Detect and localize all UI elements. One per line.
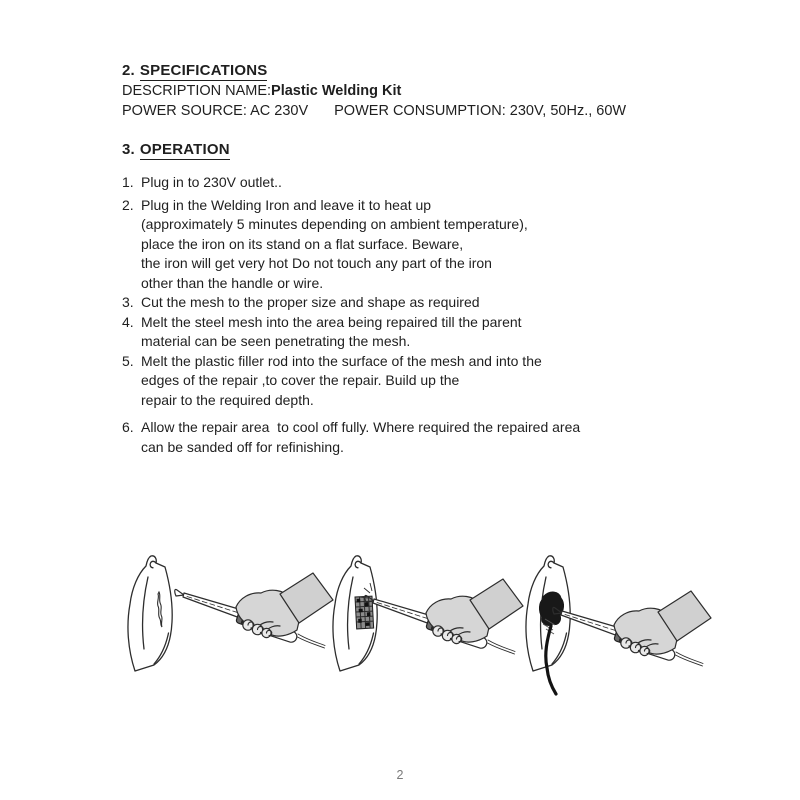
step-text: repair to the required depth.: [141, 391, 314, 408]
step-5: [122, 352, 722, 411]
operation-heading: [122, 141, 230, 158]
mesh-panel-illustration: [325, 552, 545, 697]
heading-number: 2.: [122, 62, 135, 79]
heading-text: SPECIFICATIONS: [139, 62, 268, 79]
step-text: Allow the repair area to cool off fully. Where required the repaired area: [141, 419, 581, 435]
specifications-section: [122, 62, 626, 119]
step-number: 6.: [122, 419, 134, 435]
description-line: [122, 83, 626, 99]
step-number: 3.: [122, 294, 134, 310]
panel-outline: [128, 556, 172, 671]
operation-steps: [122, 173, 722, 457]
step-text: (approximately 5 minutes depending on ambient temperature),: [141, 216, 528, 232]
step-4: [122, 313, 722, 352]
power-consumption: POWER CONSUMPTION: 230V, 50Hz., 60W: [334, 103, 627, 119]
step-1: [122, 173, 722, 193]
step-text: can be sanded off for refinishing.: [141, 438, 344, 455]
step-text: Melt the plastic filler rod into the surface of the mesh and into the: [141, 352, 542, 369]
welding-iron-and-hand: [175, 573, 333, 648]
heading-text: OPERATION: [139, 141, 230, 158]
figure-crack-panel: [120, 552, 335, 692]
step-number: 1.: [122, 174, 134, 190]
operation-heading-section: [122, 141, 230, 158]
step-text: the iron will get very hot Do not touch any part of the iron: [141, 255, 492, 271]
figure-mesh-panel: [325, 552, 545, 697]
step-2: [122, 196, 722, 294]
step-text: Plug in the Welding Iron and leave it to heat up: [141, 196, 432, 213]
step-text: material can be seen penetrating the mesh.: [141, 333, 411, 349]
crack-panel-illustration: [120, 552, 335, 692]
specifications-heading: [122, 62, 626, 79]
power-line: [122, 103, 626, 119]
step-6: [122, 418, 722, 457]
page-number: 2: [396, 768, 404, 782]
welding-iron-and-hand: [553, 591, 711, 666]
step-text: edges of the repair ,to cover the repair. Build up the: [141, 372, 460, 388]
step-number: 4.: [122, 313, 134, 330]
filler-panel-illustration: [518, 552, 718, 702]
step-text: place the iron on its stand on a flat surface. Beware,: [141, 235, 464, 252]
step-text: Melt the steel mesh into the area being repaired till the parent: [141, 313, 522, 330]
figure-filler-panel: [518, 552, 718, 702]
power-source: POWER SOURCE: AC 230V: [122, 103, 309, 119]
description-label: DESCRIPTION NAME:: [122, 83, 272, 99]
step-number: 2.: [122, 196, 134, 213]
step-text: Plug in to 230V outlet..: [141, 174, 282, 190]
step-text: other than the handle or wire.: [141, 274, 324, 291]
melted-filler-patch: [539, 592, 563, 625]
heading-number: 3.: [122, 141, 135, 158]
step-number: 5.: [122, 352, 134, 369]
step-3: [122, 293, 722, 313]
description-value: Plastic Welding Kit: [271, 83, 402, 99]
step-text: Cut the mesh to the proper size and shape as required: [141, 294, 480, 310]
welding-iron-and-hand: [365, 579, 523, 654]
